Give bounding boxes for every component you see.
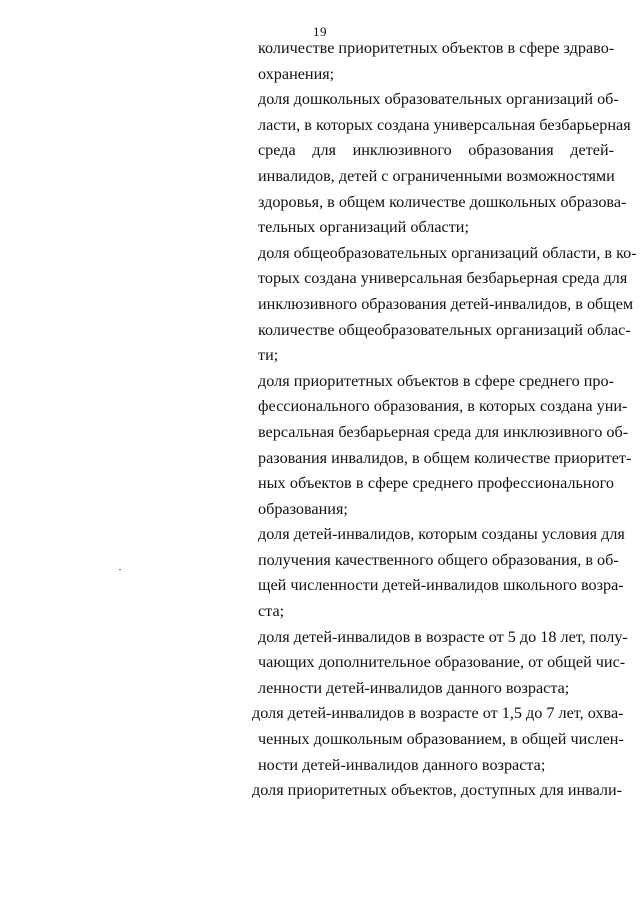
text-line: инвалидов, детей с ограниченными возможностями [258, 166, 615, 185]
text-line: доля детей-инвалидов, которым созданы условия для [258, 525, 625, 544]
paragraph-3 [258, 241, 637, 369]
text-line: доля детей-инвалидов в возрасте от 5 до 18 лет, полу- [258, 627, 628, 646]
paragraph-8 [252, 778, 623, 804]
text-line: доля приоритетных объектов, доступных для инвали- [252, 781, 623, 800]
text-line: фессионального образования, в которых создана уни- [258, 397, 628, 416]
text-line: инклюзивного образования детей-инвалидов, в общем [258, 294, 634, 313]
paragraph-1 [258, 36, 614, 87]
text-line: доля дошкольных образовательных организаций об- [258, 90, 619, 109]
text-line: ти; [258, 346, 279, 365]
text-line: ленности детей-инвалидов данного возраста; [258, 678, 570, 697]
text-line: щей численности детей-инвалидов школьного возра- [258, 576, 624, 595]
text-line: торых создана универсальная безбарьерная среда для [258, 269, 628, 288]
paragraph-4 [258, 369, 632, 523]
text-line: количестве приоритетных объектов в сфере здраво- [258, 39, 615, 57]
scan-speck [119, 569, 121, 570]
text-line: доля детей-инвалидов в возрасте от 1,5 до 7 лет, охва- [252, 704, 624, 723]
text-line: ласти, в которых создана универсальная безбарьерная [258, 115, 631, 134]
document-body [252, 36, 637, 804]
paragraph-6 [258, 625, 628, 702]
text-line: количестве общеобразовательных организаций облас- [258, 320, 631, 339]
text-line: охранения; [258, 64, 335, 83]
text-line: ченных дошкольным образованием, в общей числен- [258, 730, 624, 749]
text-line: разования инвалидов, в общем количестве приоритет- [258, 448, 632, 467]
text-line: доля общеобразовательных организаций области, в ко- [258, 243, 637, 262]
paragraph-2 [258, 87, 631, 241]
text-line: здоровья, в общем количестве дошкольных образова- [258, 192, 627, 211]
page-number: 19 [313, 24, 327, 39]
text-line: ста; [258, 602, 285, 621]
text-line: ных объектов в сфере среднего профессионального [258, 474, 614, 493]
text-line: чающих дополнительное образование, от общей чис- [258, 653, 626, 672]
text-line: доля приоритетных объектов в сфере среднего про- [258, 371, 614, 390]
text-line: тельных организаций области; [258, 218, 469, 237]
text-line: получения качественного общего образования, в об- [258, 550, 619, 569]
text-line: среда для инклюзивного образования детей- [258, 141, 614, 160]
text-line: ности детей-инвалидов данного возраста; [258, 755, 546, 774]
text-line: образования; [258, 499, 348, 518]
paragraph-7 [252, 701, 624, 778]
text-line: версальная безбарьерная среда для инклюзивного об- [258, 422, 629, 441]
paragraph-5 [258, 522, 625, 624]
